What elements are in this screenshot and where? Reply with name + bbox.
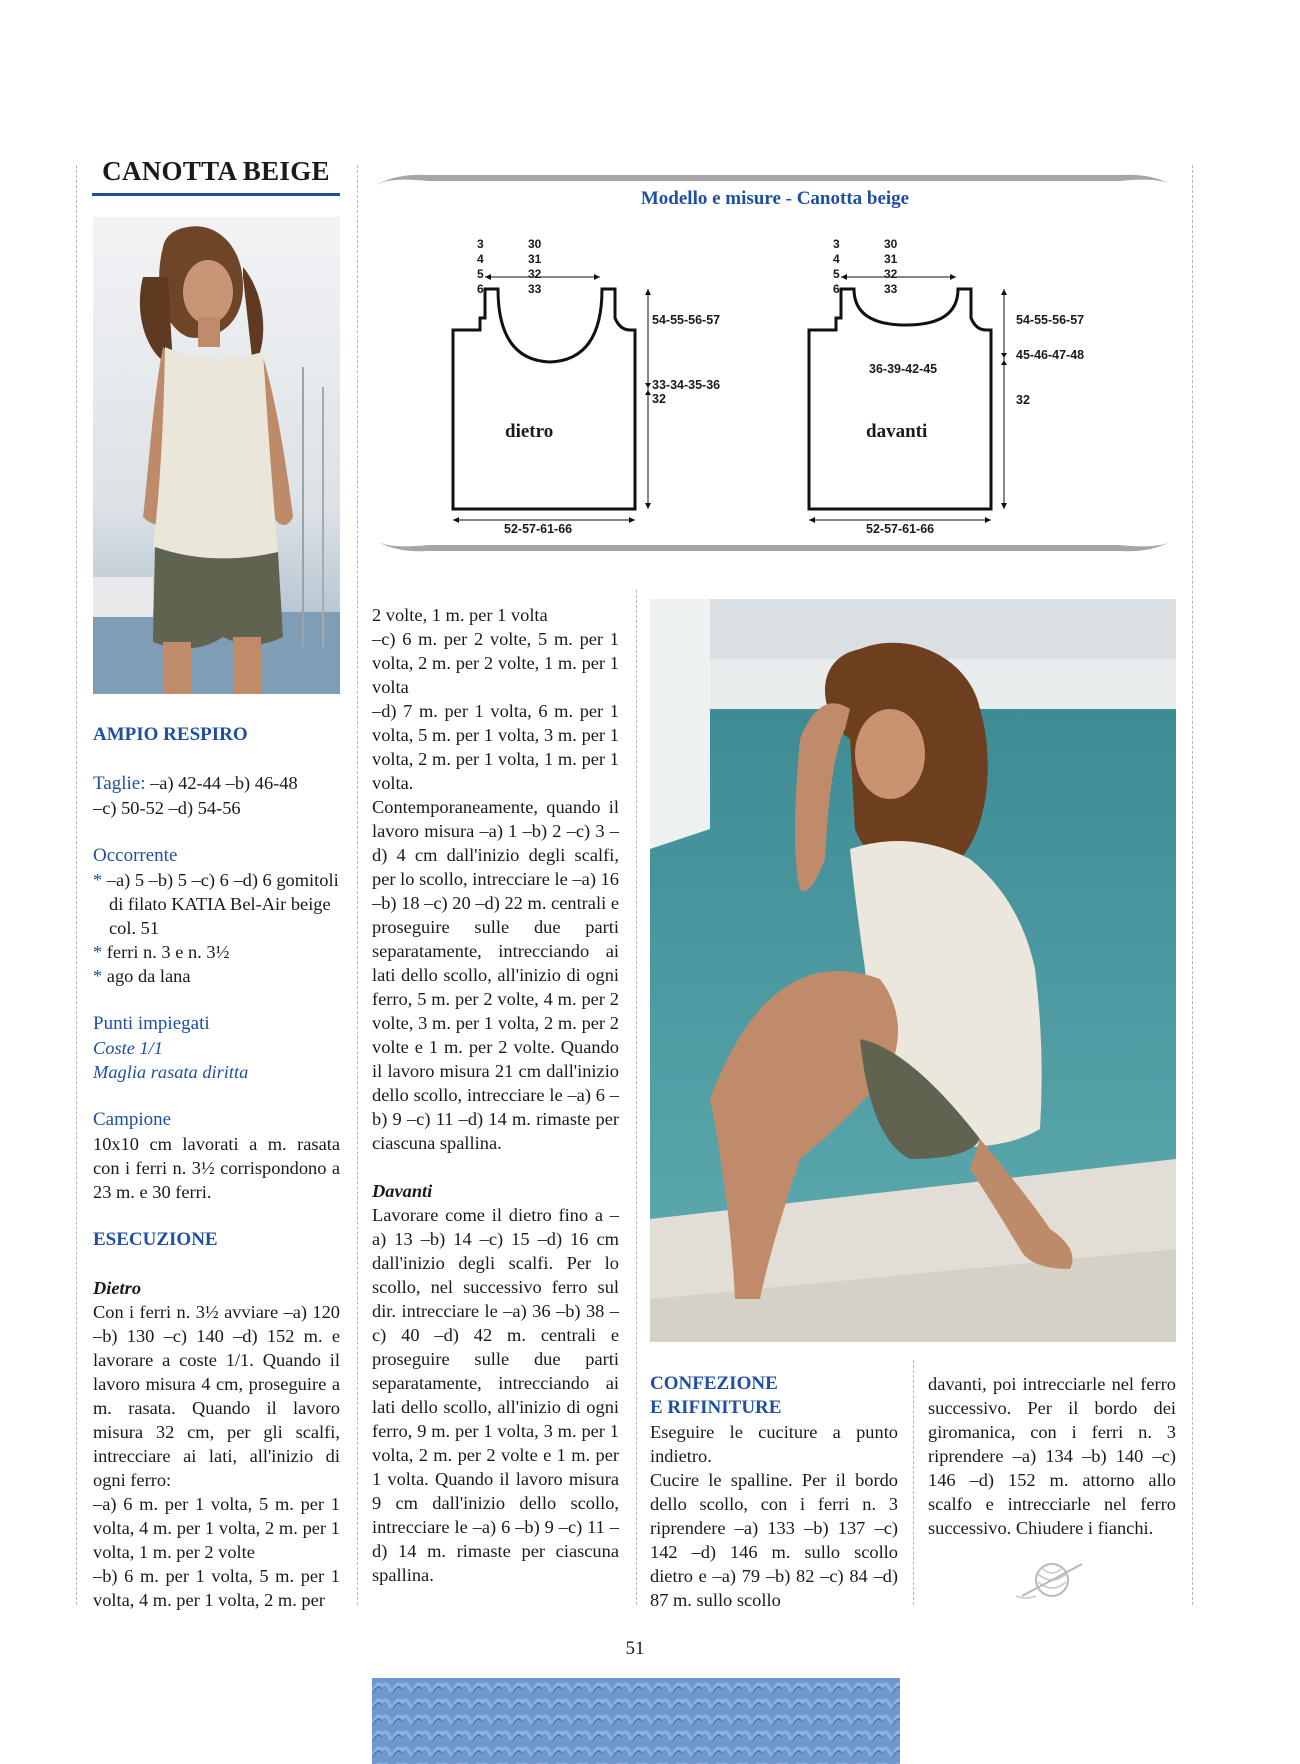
diagram-title: Modello e misure - Canotta beige [640,188,910,209]
back-neck-depth: 54-55-56-57 [652,313,721,327]
stitch-item: Coste 1/1 [93,1038,163,1058]
model-photo-standing [93,217,340,694]
front-armhole: 45-46-47-48 [1016,348,1085,362]
column-1 [93,723,340,1612]
front-neck-widths: 30 31 32 33 [884,237,898,296]
paragraph: Contemporaneamente, quando il lavoro misura –a) 1 –b) 2 –c) 3 –d) 4 cm dall'inizio degli scalfi, per lo scollo, intrecciare le –a) 16 –b) 18 –c) 20 –d) 22 m. centrali e proseguire sulle due parti separatamente, intrecciando ai lati dello scollo, all'inizio di ogni ferro, 5 m. per 2 volte, 4 m. per 2 volte, 3 m. per 1 volta, 2 m. per 2 volte e 1 m. per 2 volte. Quando il lavoro misura 21 cm dall'inizio dello scollo, intrecciare le –a) 6 –b) 9 –c) 11 –d) 14 m. rimaste per ciascuna spallina. [372,797,619,1153]
stitches-heading: Punti impiegati [93,1013,210,1034]
back-text-b: –b) 6 m. per 1 volta, 5 m. per 1 volta, 4 m. per 1 volta, 2 m. per [93,1566,340,1610]
knit-swatch-strip [372,1678,900,1764]
front-heading: Davanti [372,1181,433,1201]
materials-item: * –a) 5 –b) 5 –c) 6 –d) 6 gomitoli di filato KATIA Bel-Air beige col. 51 [93,870,339,938]
back-width: 52-57-61-66 [504,522,573,536]
front-neck-bottom: 36-39-42-45 [869,362,938,376]
paragraph: Cucire le spalline. Per il bordo dello scollo, con i ferri n. 3 riprendere –a) 133 –b) 137 –c) 142 –d) 146 m. sullo scollo dietro e –a) 79 –b) 82 –c) 84 –d) 87 m. sullo scollo [650,1470,898,1610]
back-neck-widths: 30 31 32 33 [528,237,542,296]
sizes: Taglie: –a) 42-44 –b) 46-48 [93,773,298,794]
column-divider [1192,165,1193,1605]
gauge-text: 10x10 cm lavorati a m. rasata con i ferri n. 3½ corrispondono a 23 m. e 30 ferri. [93,1134,340,1202]
yarn-ball-icon [1012,1556,1092,1606]
column-divider [636,590,637,1605]
front-label: davanti [866,421,928,442]
back-text: Con i ferri n. 3½ avviare –a) 120 –b) 130 –c) 140 –d) 152 m. e lavorare a coste 1/1. Quando il lavoro misura 4 cm, proseguire a m. rasata. Quando il lavoro misura 32 cm, per gli scalfi, intrecciare ai lati, all'inizio di ogni ferro: [93,1302,340,1490]
front-side: 32 [1016,393,1030,407]
stitch-item: Maglia rasata diritta [93,1062,249,1082]
materials-heading: Occorrente [93,845,178,866]
paragraph: –c) 6 m. per 2 volte, 5 m. per 1 volta, 2 m. per 2 volte, 1 m. per 1 volta [372,629,619,697]
column-divider [913,1360,914,1605]
front-strap-widths: 3 4 5 6 [833,237,840,296]
title-underline [92,193,340,196]
model-photo-seated [650,599,1176,1342]
page-number: 51 [625,1638,645,1659]
front-neck-depth: 54-55-56-57 [1016,313,1085,327]
column-4 [928,1372,1176,1540]
column-divider [76,165,77,1605]
article-title: CANOTTA BEIGE [102,156,330,186]
materials-item: * ago da lana [93,966,191,986]
paragraph: 2 volte, 1 m. per 1 volta [372,605,548,625]
front-text: Lavorare come il dietro fino a –a) 13 –b) 14 –c) 15 –d) 16 cm dall'inizio degli scalfi. Per lo scollo, nel successivo ferro sul dir. intrecciare le –a) 36 –b) 38 –c) 40 –d) 42 m. centrali e proseguire sulle due parti separatamente, intrecciando ai lati dello scollo, all'inizio di ogni ferro, 9 m. per 1 volta, 3 m. per 1 volta, 2 m. per 2 volte e 1 m. per 1 volta. Quando il lavoro misura 9 cm dall'inizio dello scollo, intrecciare le –a) 6 –b) 9 –c) 11 –d) 14 m. rimaste per ciascuna spallina. [372,1205,619,1585]
execution-heading: ESECUZIONE [93,1229,218,1250]
column-3 [650,1372,898,1612]
sizes-line2: –c) 50-52 –d) 54-56 [93,798,241,818]
back-text-a: –a) 6 m. per 1 volta, 5 m. per 1 volta, 4 m. per 1 volta, 2 m. per 1 volta, 1 m. per 2 volte [93,1494,340,1562]
paragraph: –d) 7 m. per 1 volta, 6 m. per 1 volta, 5 m. per 1 volta, 3 m. per 1 volta, 2 m. per 1 volta, 1 m. per 1 volta. [372,701,619,793]
finishing-heading: CONFEZIONE [650,1373,778,1394]
back-armhole: 33-34-35-36 32 [652,378,721,406]
section-heading: AMPIO RESPIRO [93,724,248,745]
back-heading: Dietro [93,1278,142,1298]
back-strap-widths: 3 4 5 6 [477,237,484,296]
materials-item: * ferri n. 3 e n. 3½ [93,942,230,962]
column-2 [372,603,619,1587]
paragraph: Eseguire le cuciture a punto indietro. [650,1422,898,1466]
back-label: dietro [505,421,554,442]
paragraph: davanti, poi intrecciarle nel ferro successivo. Per il bordo dei giromanica, con i ferri n. 3 riprendere –a) 134 –b) 140 –c) 146 –d) 152 m. attorno allo scalfo e intrecciarle nel ferro successivo. Chiudere i fianchi. [928,1374,1176,1538]
front-width: 52-57-61-66 [866,522,935,536]
finishing-heading-2: E RIFINITURE [650,1397,782,1418]
column-divider [357,165,358,1605]
front-schematic [796,230,1096,550]
gauge-heading: Campione [93,1109,172,1130]
